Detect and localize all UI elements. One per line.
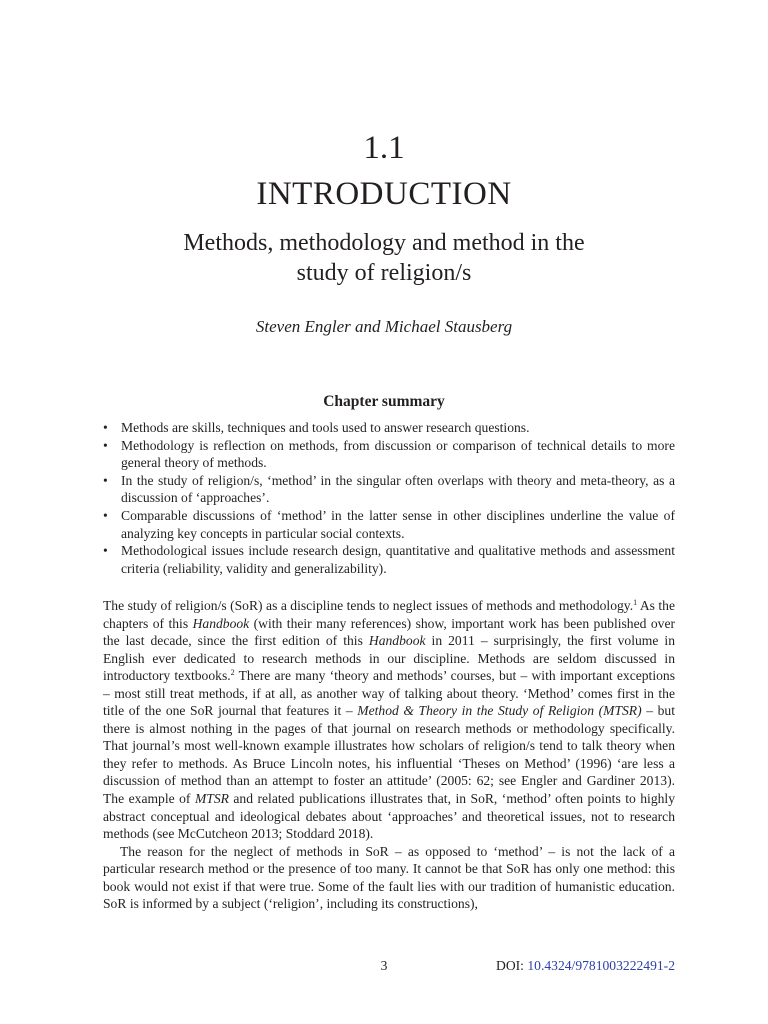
- bullet-icon: •: [103, 420, 108, 435]
- summary-item-text: Methodological issues include research design, quantitative and qualitative methods and assessment criteria (reliability, validity and generalizability).: [121, 543, 675, 576]
- bullet-icon: •: [103, 543, 108, 559]
- summary-item-text: In the study of religion/s, ‘method’ in the singular often overlaps with theory and meta-theory, as a discussion of ‘approaches’.: [121, 472, 675, 506]
- summary-item: [103, 507, 675, 542]
- paragraph-1-text: The study of religion/s (SoR) as a discipline tends to neglect issues of methods and methodology.: [103, 598, 634, 613]
- page-number: 3: [380, 958, 388, 973]
- summary-item: [103, 542, 675, 577]
- journal-abbreviation: MTSR: [194, 791, 229, 807]
- footnote-ref-1[interactable]: 1: [633, 598, 638, 607]
- doi-label: DOI:: [496, 958, 528, 973]
- chapter-summary-heading: Chapter summary: [323, 393, 445, 410]
- handbook-title: Handbook: [192, 615, 250, 631]
- summary-item: [103, 472, 675, 507]
- paragraph-1-text: As the chapters of this: [103, 598, 675, 631]
- summary-item: [103, 437, 675, 472]
- chapter-summary-list: [103, 419, 675, 577]
- bullet-icon: •: [103, 437, 108, 453]
- chapter-title: INTRODUCTION: [256, 176, 512, 212]
- summary-item-text: Comparable discussions of ‘method’ in the latter sense in other disciplines underline the value of analyzing key concepts in particular social contexts.: [121, 507, 675, 541]
- footnote-ref-2[interactable]: 2: [230, 668, 235, 678]
- summary-item-text: Methods are skills, techniques and tools used to answer research questions.: [121, 420, 530, 435]
- paragraph-2: The reason for the neglect of methods in SoR – as opposed to ‘method’ – is not the lack of a particular research method or the presence of too many. It cannot be that SoR has only one method: this book would not exist if that were true. Some of the fault lies with our tradition of humanistic education. SoR is informed by a subject (‘religion’, including its constructions),: [103, 843, 675, 912]
- handbook-title: Handbook: [368, 633, 426, 649]
- doi-link[interactable]: 10.4324/9781003222491-2: [527, 958, 675, 973]
- paragraph-1-text: in 2011 – surprisingly, the first volume in English ever dedicated to research methods in our discipline. Methods are seldom discussed in introductory textbooks.: [103, 633, 676, 684]
- summary-item-text: Methodology is reflection on methods, from discussion or comparison of technical details to more general theory of methods.: [121, 437, 675, 471]
- bullet-icon: •: [103, 472, 108, 488]
- chapter-subtitle-line-1: Methods, methodology and method in the: [183, 230, 585, 256]
- summary-item: [103, 419, 675, 437]
- doi-footer: [496, 958, 675, 974]
- paragraph-1-text: – but there is almost nothing in the pages of that journal on research methods or methodology specifically. That journal’s most well-known example illustrates how scholars of religion/s tend to talk theory when they refer to methods. As Bruce Lincoln notes, his influential ‘Theses on Method’ (1996) ‘are less a discussion of method than an attempt to foster an attitude’ (2005: 62; see Engler and Gardiner 2013). The example of: [103, 703, 675, 807]
- chapter-subtitle: [100, 228, 668, 288]
- paragraph-1-text: (with their many references) show, important work has been published over the last decade, since the first edition of this: [103, 615, 676, 649]
- chapter-authors: Steven Engler and Michael Stausberg: [255, 317, 513, 336]
- body-text: [103, 597, 675, 913]
- paragraph-1-text: and related publications illustrates that, in SoR, ‘method’ often points to highly abstract conceptual and ideological debates about ‘approaches’ and theoretical issues, not to research methods (see McCutcheon 2013; Stoddard 2018).: [103, 791, 676, 842]
- chapter-number: 1.1: [363, 130, 405, 166]
- chapter-subtitle-line-2: study of religion/s: [296, 260, 472, 286]
- bullet-icon: •: [103, 507, 108, 523]
- journal-title: Method & Theory in the Study of Religion (MTSR): [357, 703, 642, 719]
- paragraph-1-text: There are many ‘theory and methods’ courses, but – with important exceptions – most still treat methods, if at all, as another way of talking about theory. ‘Method’ comes first in the title of the one SoR journal that features it –: [103, 668, 675, 719]
- paragraph-1: [103, 597, 675, 843]
